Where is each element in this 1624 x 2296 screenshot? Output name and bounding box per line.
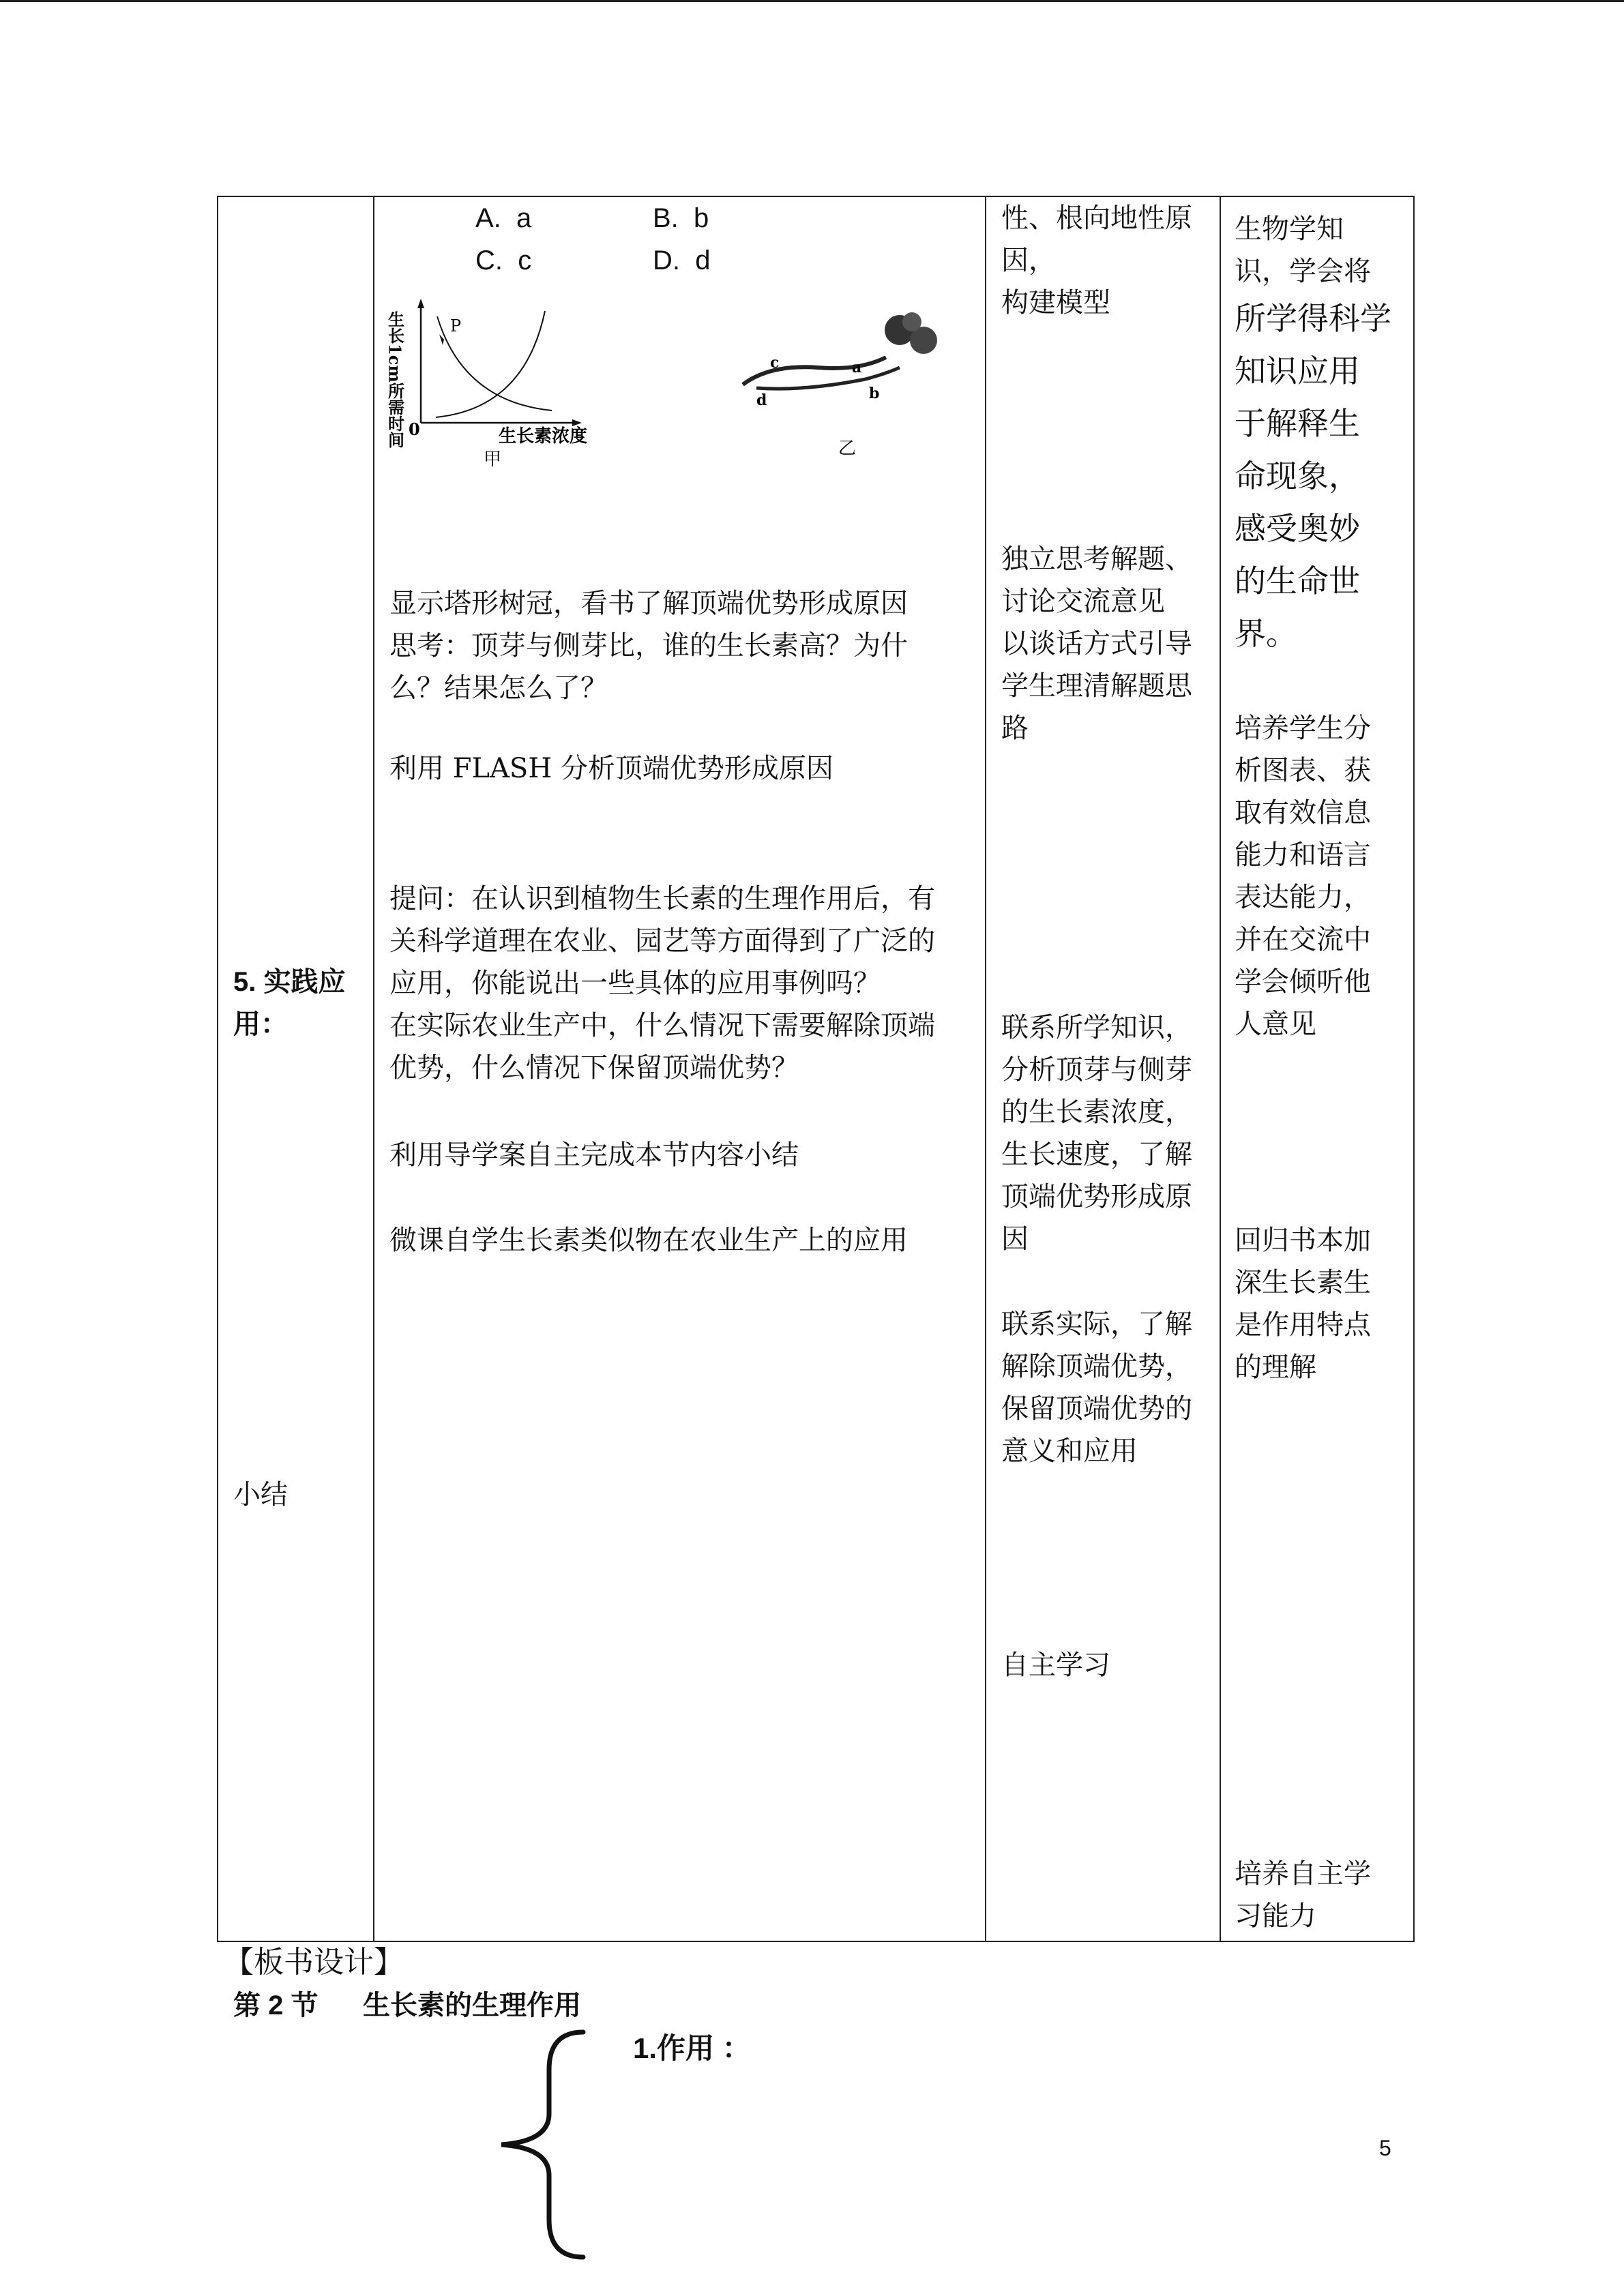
board-design-heading: 【板书设计】	[224, 1945, 404, 1980]
label-c: c	[770, 354, 780, 372]
page-top-rule	[0, 0, 1624, 2]
student-activity-cell	[986, 196, 1220, 1941]
teacher-paragraph-4: 利用导学案自主完成本节内容小结	[389, 1139, 799, 1171]
option-b: B. b	[653, 203, 709, 233]
figure-yi-seedling	[729, 303, 954, 460]
origin-label: 0	[409, 419, 420, 439]
label-a: a	[852, 359, 862, 376]
teacher-paragraph-3: 提问：在认识到植物生长素的生理作用后，有 关科学道理在农业、园艺等方面得到了广泛的 应用，你能说出一些具体的应用事例吗？ 在实际农业生产中，什么情况下需要解除顶端 优势，什么情况下保留顶端优势？	[389, 883, 935, 1084]
graph-jia-caption: 甲	[484, 449, 502, 470]
purpose-paragraph-2: 培养学生分 析图表、获 取有效信息 能力和语言 表达能力， 并在交流中 学会倾听他 人意见	[1235, 713, 1371, 1040]
teacher-paragraph-1: 显示塔形树冠，看书了解顶端优势形成原因 思考：顶芽与侧芽比，谁的生长素高？为什 么？结果怎么了？	[389, 588, 908, 704]
label-b: b	[869, 385, 880, 402]
board-item-1: 1.作用 ：	[633, 2032, 751, 2064]
purpose-paragraph-4: 培养自主学 习能力	[1235, 1858, 1371, 1932]
page-number: 5	[1379, 2136, 1391, 2160]
lesson-table	[217, 196, 1415, 1942]
option-d: D. d	[653, 245, 711, 275]
x-axis-label: 生长素浓度	[499, 426, 588, 447]
teacher-paragraph-5: 微课自学生长素类似物在农业生产上的应用	[389, 1225, 908, 1256]
figure-yi-caption: 乙	[838, 438, 857, 459]
teacher-paragraph-2: 利用 FLASH 分析顶端优势形成原因	[389, 753, 833, 784]
label-d: d	[756, 391, 767, 409]
student-paragraph-4: 联系实际，了解 解除顶端优势， 保留顶端优势的 意义和应用	[1001, 1309, 1192, 1467]
purpose-paragraph-1: 生物学知 识，学会将 所学得科学 知识应用 于解释生 命现象， 感受奥妙 的生命世 界。	[1235, 213, 1391, 652]
option-c: C. c	[475, 245, 532, 275]
seedling-leaf-top	[902, 312, 921, 331]
student-paragraph-5: 自主学习	[1001, 1650, 1110, 1681]
summary-label: 小结	[233, 1479, 288, 1510]
curly-brace-icon	[491, 2029, 593, 2261]
purpose-cell	[1220, 196, 1414, 1941]
y-axis-arrow-icon	[417, 299, 424, 308]
option-a: A. a	[475, 203, 532, 233]
y-axis-label: 生长1cm所需时间	[385, 311, 405, 448]
teacher-activity-cell	[374, 196, 986, 1941]
x-axis-arrow-icon	[572, 419, 582, 426]
student-paragraph-3: 联系所学知识， 分析顶芽与侧芽 的生长素浓度， 生长速度，了解 顶端优势形成原 因	[1001, 1012, 1192, 1255]
section-number: 第 2 节	[233, 1991, 319, 2021]
stage-label: 5. 实践应 用：	[233, 967, 346, 1039]
section-title: 生长素的生理作用	[363, 1991, 581, 2021]
point-p-label: P	[450, 316, 462, 336]
point-p-arrow-icon	[439, 334, 444, 345]
graph-jia	[385, 296, 606, 490]
stage-cell	[218, 196, 374, 1941]
student-paragraph-1: 性、根向地性原 因， 构建模型	[1001, 203, 1192, 318]
student-paragraph-2: 独立思考解题、 讨论交流意见 以谈话方式引导 学生理清解题思 路	[1001, 543, 1192, 744]
purpose-paragraph-3: 回归书本加 深生长素生 是作用特点 的理解	[1235, 1225, 1371, 1383]
